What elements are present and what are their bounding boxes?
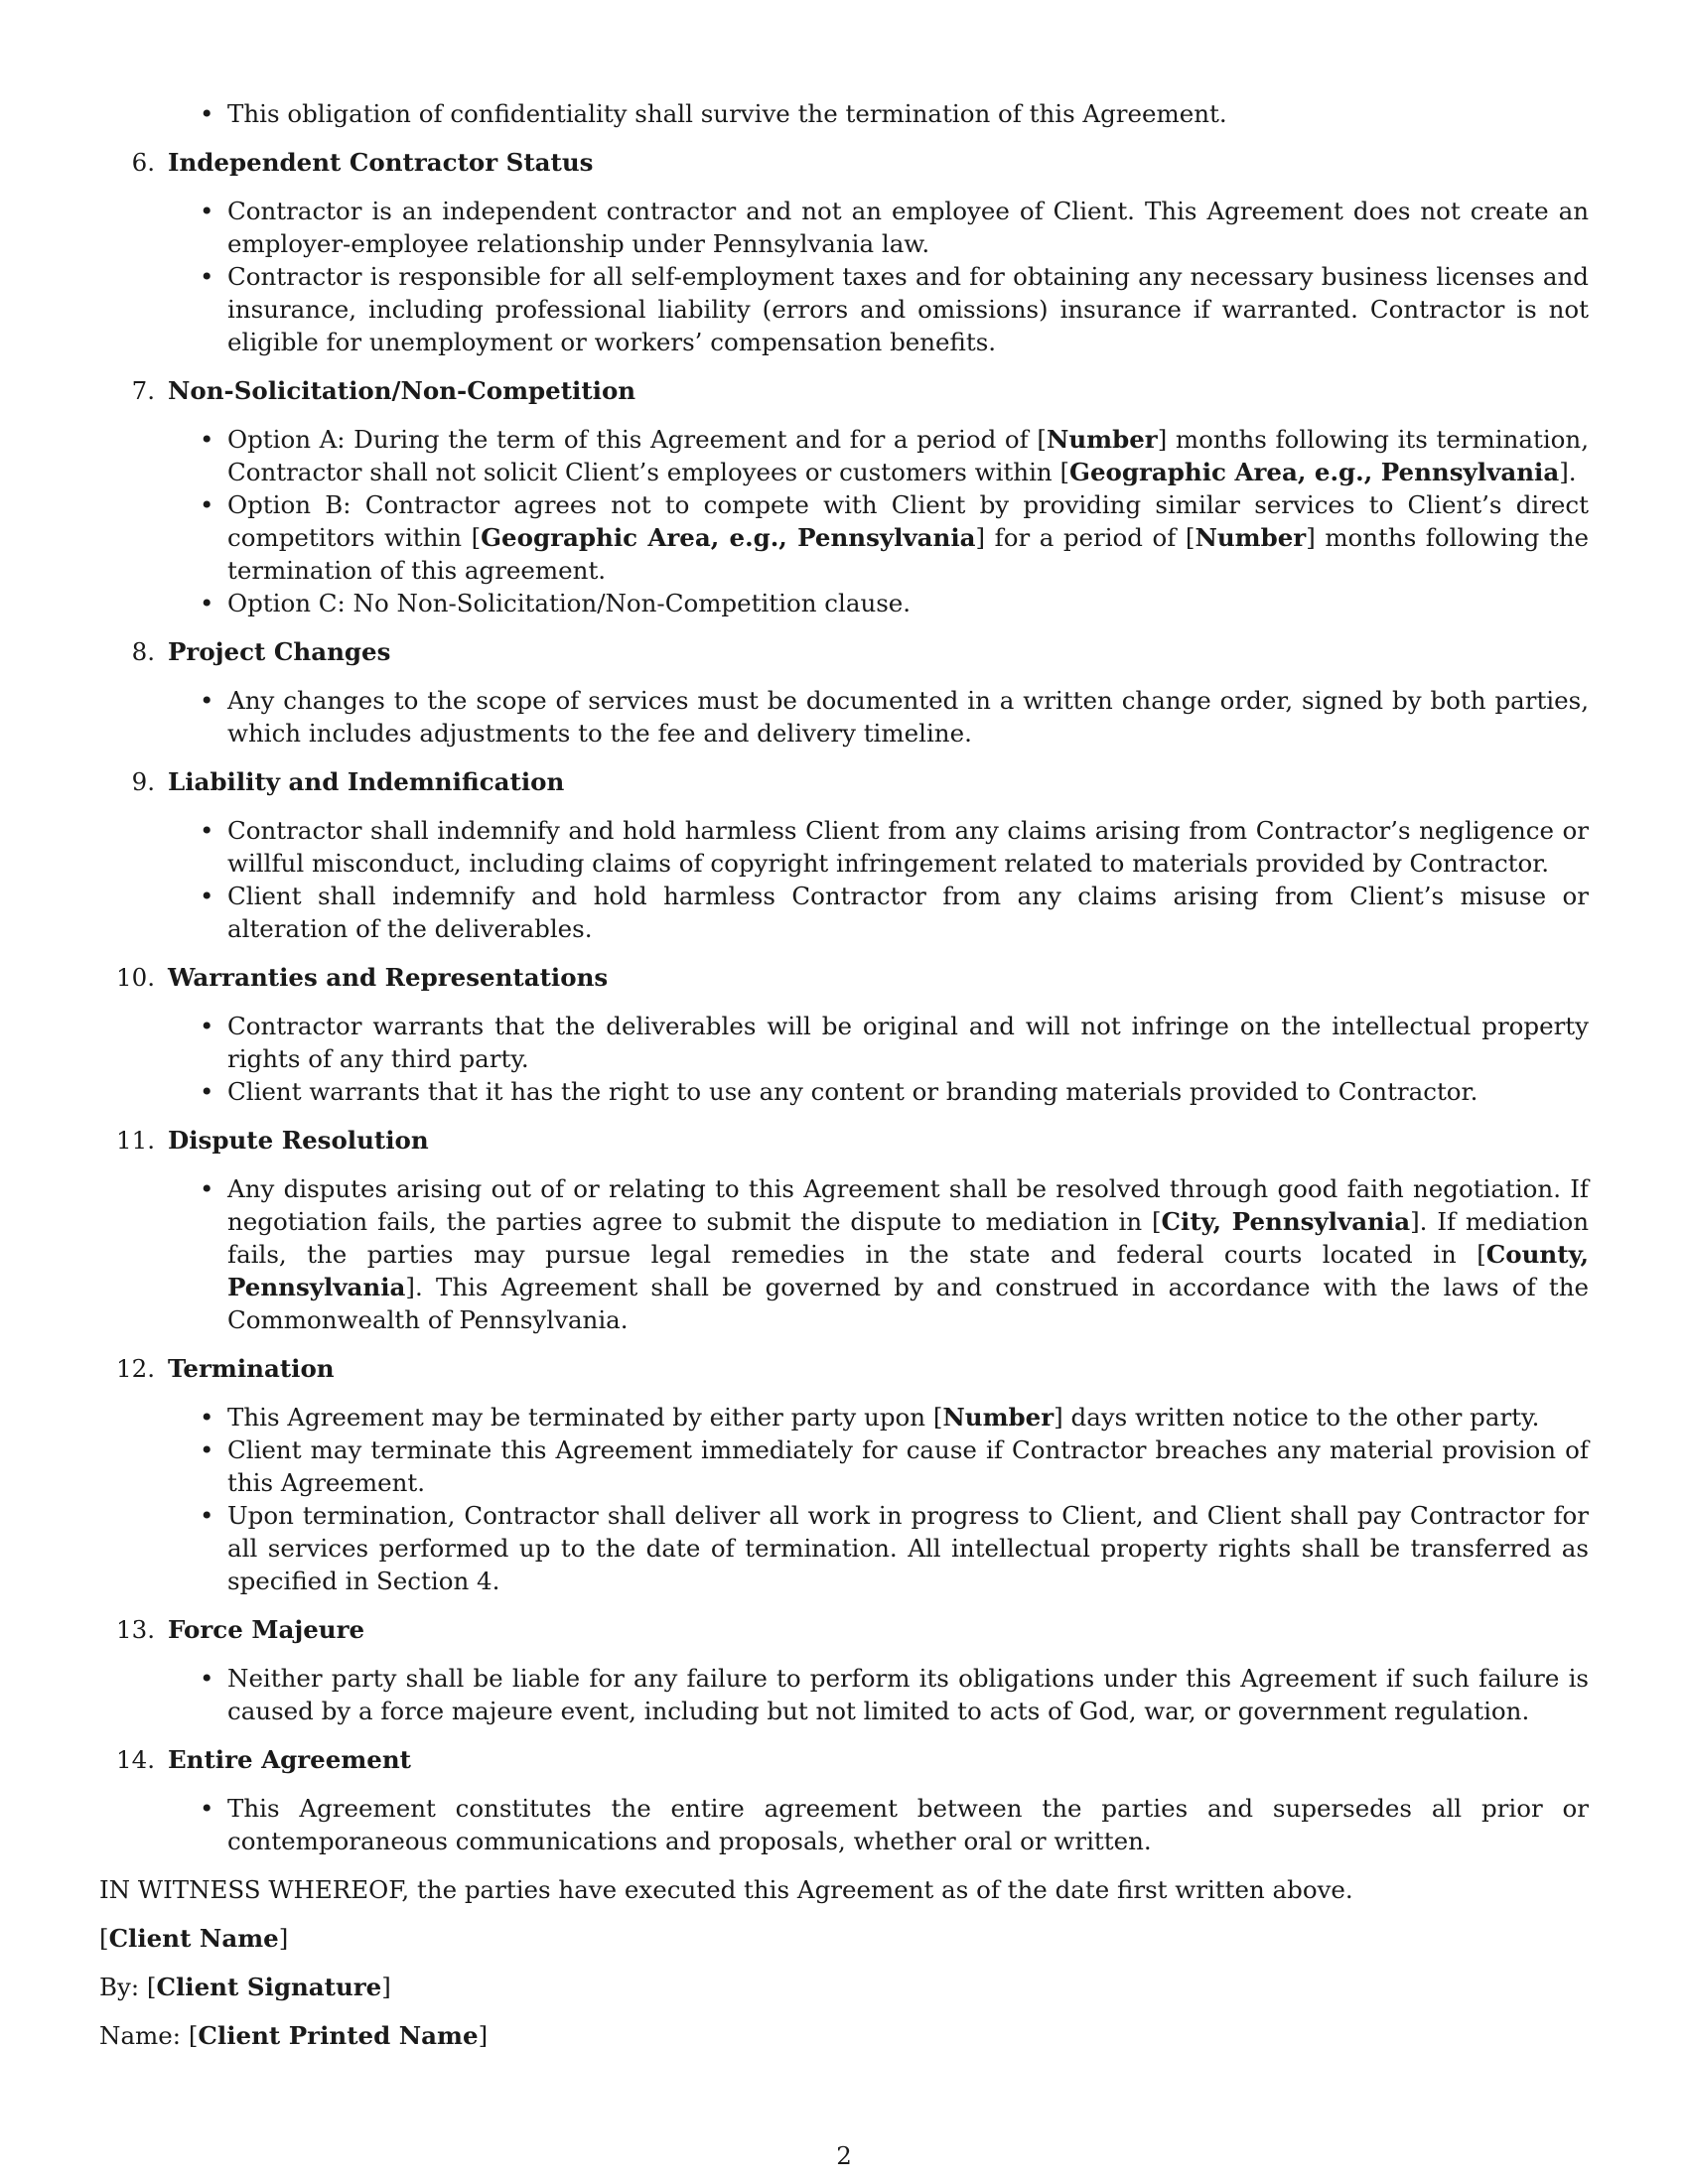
list-item: • Contractor is responsible for all self-employment taxes and for obtaining any necessary business licenses and insurance, including professional liability (errors and omissions) insurance if warranted. Contractor is not eligible for unemployment or workers’ compensation benefits. <box>99 260 1589 358</box>
client-signature-placeholder: Client Signature <box>156 1973 382 2001</box>
section-number: 11. <box>116 1126 155 1155</box>
section-number: 10. <box>116 963 155 992</box>
list-item <box>99 1172 1589 1336</box>
section-11 <box>99 1124 1589 1336</box>
section-heading <box>99 374 1589 407</box>
placeholder-number: Number <box>1046 425 1158 454</box>
list-item: • Contractor warrants that the deliverables will be original and will not infringe on the intellectual property rights of any third party. <box>99 1010 1589 1075</box>
section-9 <box>99 765 1589 945</box>
document-page <box>99 97 1589 2052</box>
section-title: Termination <box>168 1354 335 1383</box>
intro-bullet: • This obligation of confidentiality shall survive the termination of this Agreement. <box>99 97 1589 130</box>
text-segment: Option A: During the term of this Agreement and for a period of [ <box>227 425 1047 454</box>
list-item: • Any changes to the scope of services must be documented in a written change order, signed by both parties, which includes adjustments to the fee and delivery timeline. <box>99 684 1589 750</box>
placeholder-city: City, Pennsylvania <box>1161 1207 1411 1236</box>
text-segment: ]. This Agreement shall be governed by and construed in accordance with the laws of the Commonwealth of Pennsylvania. <box>227 1273 1589 1334</box>
section-13 <box>99 1613 1589 1727</box>
intro-bullet-list <box>99 97 1589 130</box>
list-item <box>99 488 1589 587</box>
section-title: Entire Agreement <box>168 1745 411 1774</box>
section-title: Dispute Resolution <box>168 1126 429 1155</box>
placeholder-geographic-area: Geographic Area, e.g., Pennsylvania <box>481 523 976 552</box>
section-title: Warranties and Representations <box>168 963 609 992</box>
section-title: Force Majeure <box>168 1615 365 1644</box>
list-item: • Upon termination, Contractor shall deliver all work in progress to Client, and Client shall pay Contractor for all services performed up to the date of termination. All intellectual property rights shall be transferred as specified in Section 4. <box>99 1499 1589 1597</box>
section-title: Project Changes <box>168 637 391 666</box>
section-heading <box>99 635 1589 668</box>
list-item: • Neither party shall be liable for any failure to perform its obligations under this Agreement if such failure is caused by a force majeure event, including but not limited to acts of God, war, or government regulation. <box>99 1662 1589 1727</box>
list-item: • Client may terminate this Agreement immediately for cause if Contractor breaches any material provision of this Agreement. <box>99 1433 1589 1499</box>
bullet-list <box>99 1010 1589 1108</box>
section-heading <box>99 146 1589 179</box>
bullet-list <box>99 195 1589 358</box>
text-segment: ]. If mediation fails, the parties may pursue legal remedies in the state and federal courts located in [ <box>227 1207 1589 1269</box>
list-item: • Contractor shall indemnify and hold harmless Client from any claims arising from Contractor’s negligence or willful misconduct, including claims of copyright infringement related to materials provided by Contractor. <box>99 814 1589 880</box>
bullet-list <box>99 1172 1589 1336</box>
text-segment: Any disputes arising out of or relating to this Agreement shall be resolved through good faith negotiation. If negotiation fails, the parties agree to submit the dispute to mediation in [ <box>227 1174 1589 1236</box>
name-label: Name: <box>99 2021 182 2050</box>
list-item: • Option C: No Non-Solicitation/Non-Competition clause. <box>99 587 1589 619</box>
bullet-list <box>99 684 1589 750</box>
client-printed-name-placeholder: Client Printed Name <box>198 2021 479 2050</box>
witness-statement: IN WITNESS WHEREOF, the parties have executed this Agreement as of the date first written above. <box>99 1875 1353 1904</box>
section-title: Liability and Indemnification <box>168 767 565 796</box>
signature-line: By: [Client Signature] <box>99 1973 391 2001</box>
placeholder-geographic-area: Geographic Area, e.g., Pennsylvania <box>1069 458 1560 486</box>
section-title: Independent Contractor Status <box>168 148 594 177</box>
section-10 <box>99 961 1589 1108</box>
section-8 <box>99 635 1589 750</box>
section-number: 9. <box>131 767 155 796</box>
bullet-list <box>99 1401 1589 1597</box>
placeholder-number: Number <box>1195 523 1307 552</box>
section-heading <box>99 765 1589 798</box>
text-segment: This Agreement may be terminated by either party upon [ <box>227 1403 943 1432</box>
section-number: 14. <box>116 1745 155 1774</box>
placeholder-number: Number <box>942 1403 1055 1432</box>
section-12 <box>99 1352 1589 1597</box>
list-item: • Contractor is an independent contractor and not an employee of Client. This Agreement does not create an employer-employee relationship under Pennsylvania law. <box>99 195 1589 260</box>
section-title: Non-Solicitation/Non-Competition <box>168 376 636 405</box>
section-6 <box>99 146 1589 358</box>
printed-name-line: Name: [Client Printed Name] <box>99 2021 489 2050</box>
section-heading <box>99 1743 1589 1776</box>
list-item <box>99 1401 1589 1433</box>
section-heading <box>99 1124 1589 1157</box>
section-heading <box>99 1613 1589 1646</box>
text-segment: Option B: Contractor agrees not to compete with Client by providing similar services to Client’s direct competitors within [ <box>227 490 1589 552</box>
page-number: 2 <box>836 2141 852 2170</box>
section-number: 13. <box>116 1615 155 1644</box>
client-name-placeholder: Client Name <box>108 1924 279 1953</box>
bullet-list <box>99 1662 1589 1727</box>
bullet-list <box>99 423 1589 619</box>
by-label: By: <box>99 1973 140 2001</box>
list-item <box>99 423 1589 488</box>
text-segment: ]. <box>1559 458 1577 486</box>
section-heading <box>99 961 1589 994</box>
section-number: 6. <box>131 148 155 177</box>
client-name-line: [Client Name] <box>99 1924 289 1953</box>
section-number: 12. <box>116 1354 155 1383</box>
bullet-list <box>99 1792 1589 1857</box>
section-number: 7. <box>131 376 155 405</box>
text-segment: ] months following its termination, Contractor shall not solicit Client’s employees or customers within [ <box>227 425 1589 486</box>
list-item: • Client shall indemnify and hold harmless Contractor from any claims arising from Client’s misuse or alteration of the deliverables. <box>99 880 1589 945</box>
text-segment: ] months following the termination of this agreement. <box>227 523 1589 585</box>
list-item: • This Agreement constitutes the entire agreement between the parties and supersedes all prior or contemporaneous communications and proposals, whether oral or written. <box>99 1792 1589 1857</box>
list-item: • Client warrants that it has the right to use any content or branding materials provided to Contractor. <box>99 1075 1589 1108</box>
section-7 <box>99 374 1589 619</box>
bullet-list <box>99 814 1589 945</box>
section-14 <box>99 1743 1589 1857</box>
section-heading <box>99 1352 1589 1385</box>
section-number: 8. <box>131 637 155 666</box>
placeholder-county: County, Pennsylvania <box>227 1240 1589 1301</box>
text-segment: ] days written notice to the other party. <box>1054 1403 1540 1432</box>
text-segment: ] for a period of [ <box>975 523 1196 552</box>
